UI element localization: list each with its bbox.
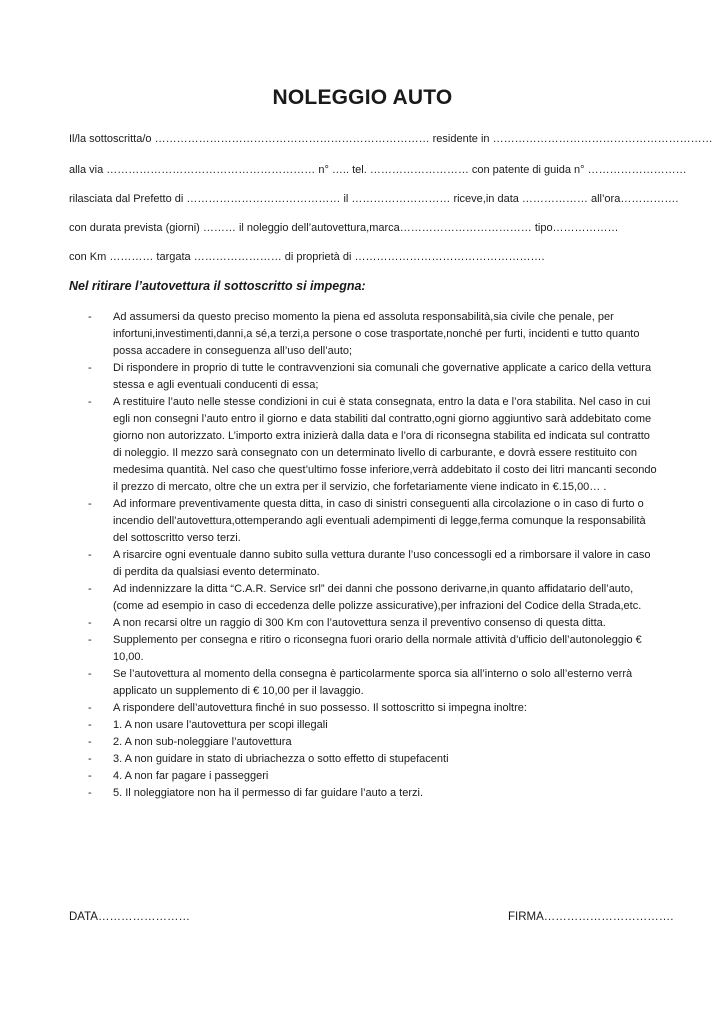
bullet-dash: - [88, 549, 92, 561]
clause-text: Supplemento per consegna e ritiro o riconsegna fuori orario della normale attività d’ufficio dell’autonoleggio € 10,00. [113, 634, 642, 663]
bullet-dash: - [88, 719, 92, 731]
clause-text: 4. A non far pagare i passeggeri [113, 770, 269, 782]
clause-no-illegal-use [0, 717, 658, 734]
form-line-address: alla via ………………………………………………… n° ….. tel. ……………………… con patente di guida n° ……………………… [69, 164, 687, 176]
form-line-license: rilasciata dal Prefetto di …………………………………… il ……………………… riceve,in data ……………… all’ora……………. [69, 193, 679, 205]
clause-text: A risarcire ogni eventuale danno subito sulla vettura durante l’uso concessogli ed a rimborsare il valore in caso di perdita da qualsiasi evento determinato. [113, 549, 651, 578]
clause-no-paid-passengers [0, 768, 658, 785]
form-line-renter: Il/la sottoscritta/o ………………………………………………………………… residente in …………………………………………………… [69, 133, 713, 145]
clause-text: Se l’autovettura al momento della consegna è particolarmente sporca sia all’interno o solo all’esterno verrà applicato un supplemento di € 10,00 per il lavaggio. [113, 668, 633, 697]
clause-text: A non recarsi oltre un raggio di 300 Km con l’autovettura senza il preventivo consenso di questa ditta. [113, 617, 606, 629]
bullet-dash: - [88, 311, 92, 323]
clause-damage [0, 547, 658, 581]
clause-text: 2. A non sub-noleggiare l’autovettura [113, 736, 292, 748]
obligations-list [0, 309, 725, 802]
bullet-dash: - [88, 736, 92, 748]
obligations-heading: Nel ritirare l’autovettura il sottoscritto si impegna: [69, 279, 366, 293]
clause-incidents [0, 496, 658, 547]
bullet-dash: - [88, 753, 92, 765]
clause-delivery-fee [0, 632, 658, 666]
clause-text: Ad indennizzare la ditta “C.A.R. Service srl” dei danni che possono derivarne,in quanto affidatario dell’auto,(come ad esempio in caso di eccedenza delle polizze assicurative),per infrazioni del Codice della Strada,etc. [113, 583, 642, 612]
clause-text: 1. A non usare l’autovettura per scopi illegali [113, 719, 328, 731]
document-title: NOLEGGIO AUTO [272, 86, 453, 109]
clause-text: Di rispondere in proprio di tutte le contravvenzioni sia comunali che governative applicate a carico della vettura stessa e agli eventuali conducenti di essa; [113, 362, 652, 391]
clause-text: 3. A non guidare in stato di ubriachezza o sotto effetto di stupefacenti [113, 753, 449, 765]
bullet-dash: - [88, 702, 92, 714]
bullet-dash: - [88, 668, 92, 680]
clause-responsibility [0, 309, 658, 360]
clause-return [0, 394, 658, 496]
bullet-dash: - [88, 498, 92, 510]
clause-text: A rispondere dell’autovettura finché in suo possesso. Il sottoscritto si impegna inoltre: [113, 702, 527, 714]
clause-no-sublease [0, 734, 658, 751]
bullet-dash: - [88, 787, 92, 799]
clause-cleaning [0, 666, 658, 700]
clause-fines [0, 360, 658, 394]
form-line-plate: con Km ………… targata …………………… di proprietà di ……………………………………………. [69, 251, 545, 263]
bullet-dash: - [88, 583, 92, 595]
clause-range [0, 615, 658, 632]
clause-no-third-party-drivers [0, 785, 658, 802]
bullet-dash: - [88, 770, 92, 782]
bullet-dash: - [88, 396, 92, 408]
clause-text: 5. Il noleggiatore non ha il permesso di far guidare l’auto a terzi. [113, 787, 424, 799]
clause-possession [0, 700, 658, 717]
bullet-dash: - [88, 634, 92, 646]
clause-text: A restituire l’auto nelle stesse condizioni in cui è stata consegnata, entro la data e l’ora stabilita. Nel caso in cui egli non consegni l’auto entro il giorno e data stabiliti dal contratto,ogni giorno aggiuntivo sarà addebitato come giorno non autorizzato. L’importo extra inizierà dalla data e l’ora di riconsegna stabilita ed indicata sul contratto di noleggio. Il mezzo sarà consegnato con un determinato livello di carburante, e dovrà essere restituito con medesima quantità. Nel caso che quest’ultimo fosse inferiore,verrà addebitato il costo dei litri mancanti secondo il prezzo di mercato, oltre che un extra per il servizio, che forfetariamente viene indicato in €.15,00… . [113, 396, 657, 493]
signature-field: FIRMA……………………………. [508, 911, 674, 923]
bullet-dash: - [88, 362, 92, 374]
form-line-vehicle: con durata prevista (giorni) ……… il noleggio dell’autovettura,marca……………………………… tipo……………… [69, 222, 619, 234]
bullet-dash: - [88, 617, 92, 629]
date-field: DATA…………………… [69, 911, 190, 923]
clause-text: Ad assumersi da questo preciso momento la piena ed assoluta responsabilità,sia civile che penale, per infortuni,investimenti,danni,a sé,a terzi,a persone o cose trasportate,nonché per furti, incidenti e tutto quanto possa accadere in conseguenza all’uso dell’auto; [113, 311, 640, 357]
clause-no-impaired-driving [0, 751, 658, 768]
clause-indemnity [0, 581, 658, 615]
clause-text: Ad informare preventivamente questa ditta, in caso di sinistri conseguenti alla circolazione o in caso di furto o incendio dell’autovettura,ottemperando agli eventuali adempimenti di legge,ferma comunque la responsabilità del sottoscritto verso terzi. [113, 498, 646, 544]
